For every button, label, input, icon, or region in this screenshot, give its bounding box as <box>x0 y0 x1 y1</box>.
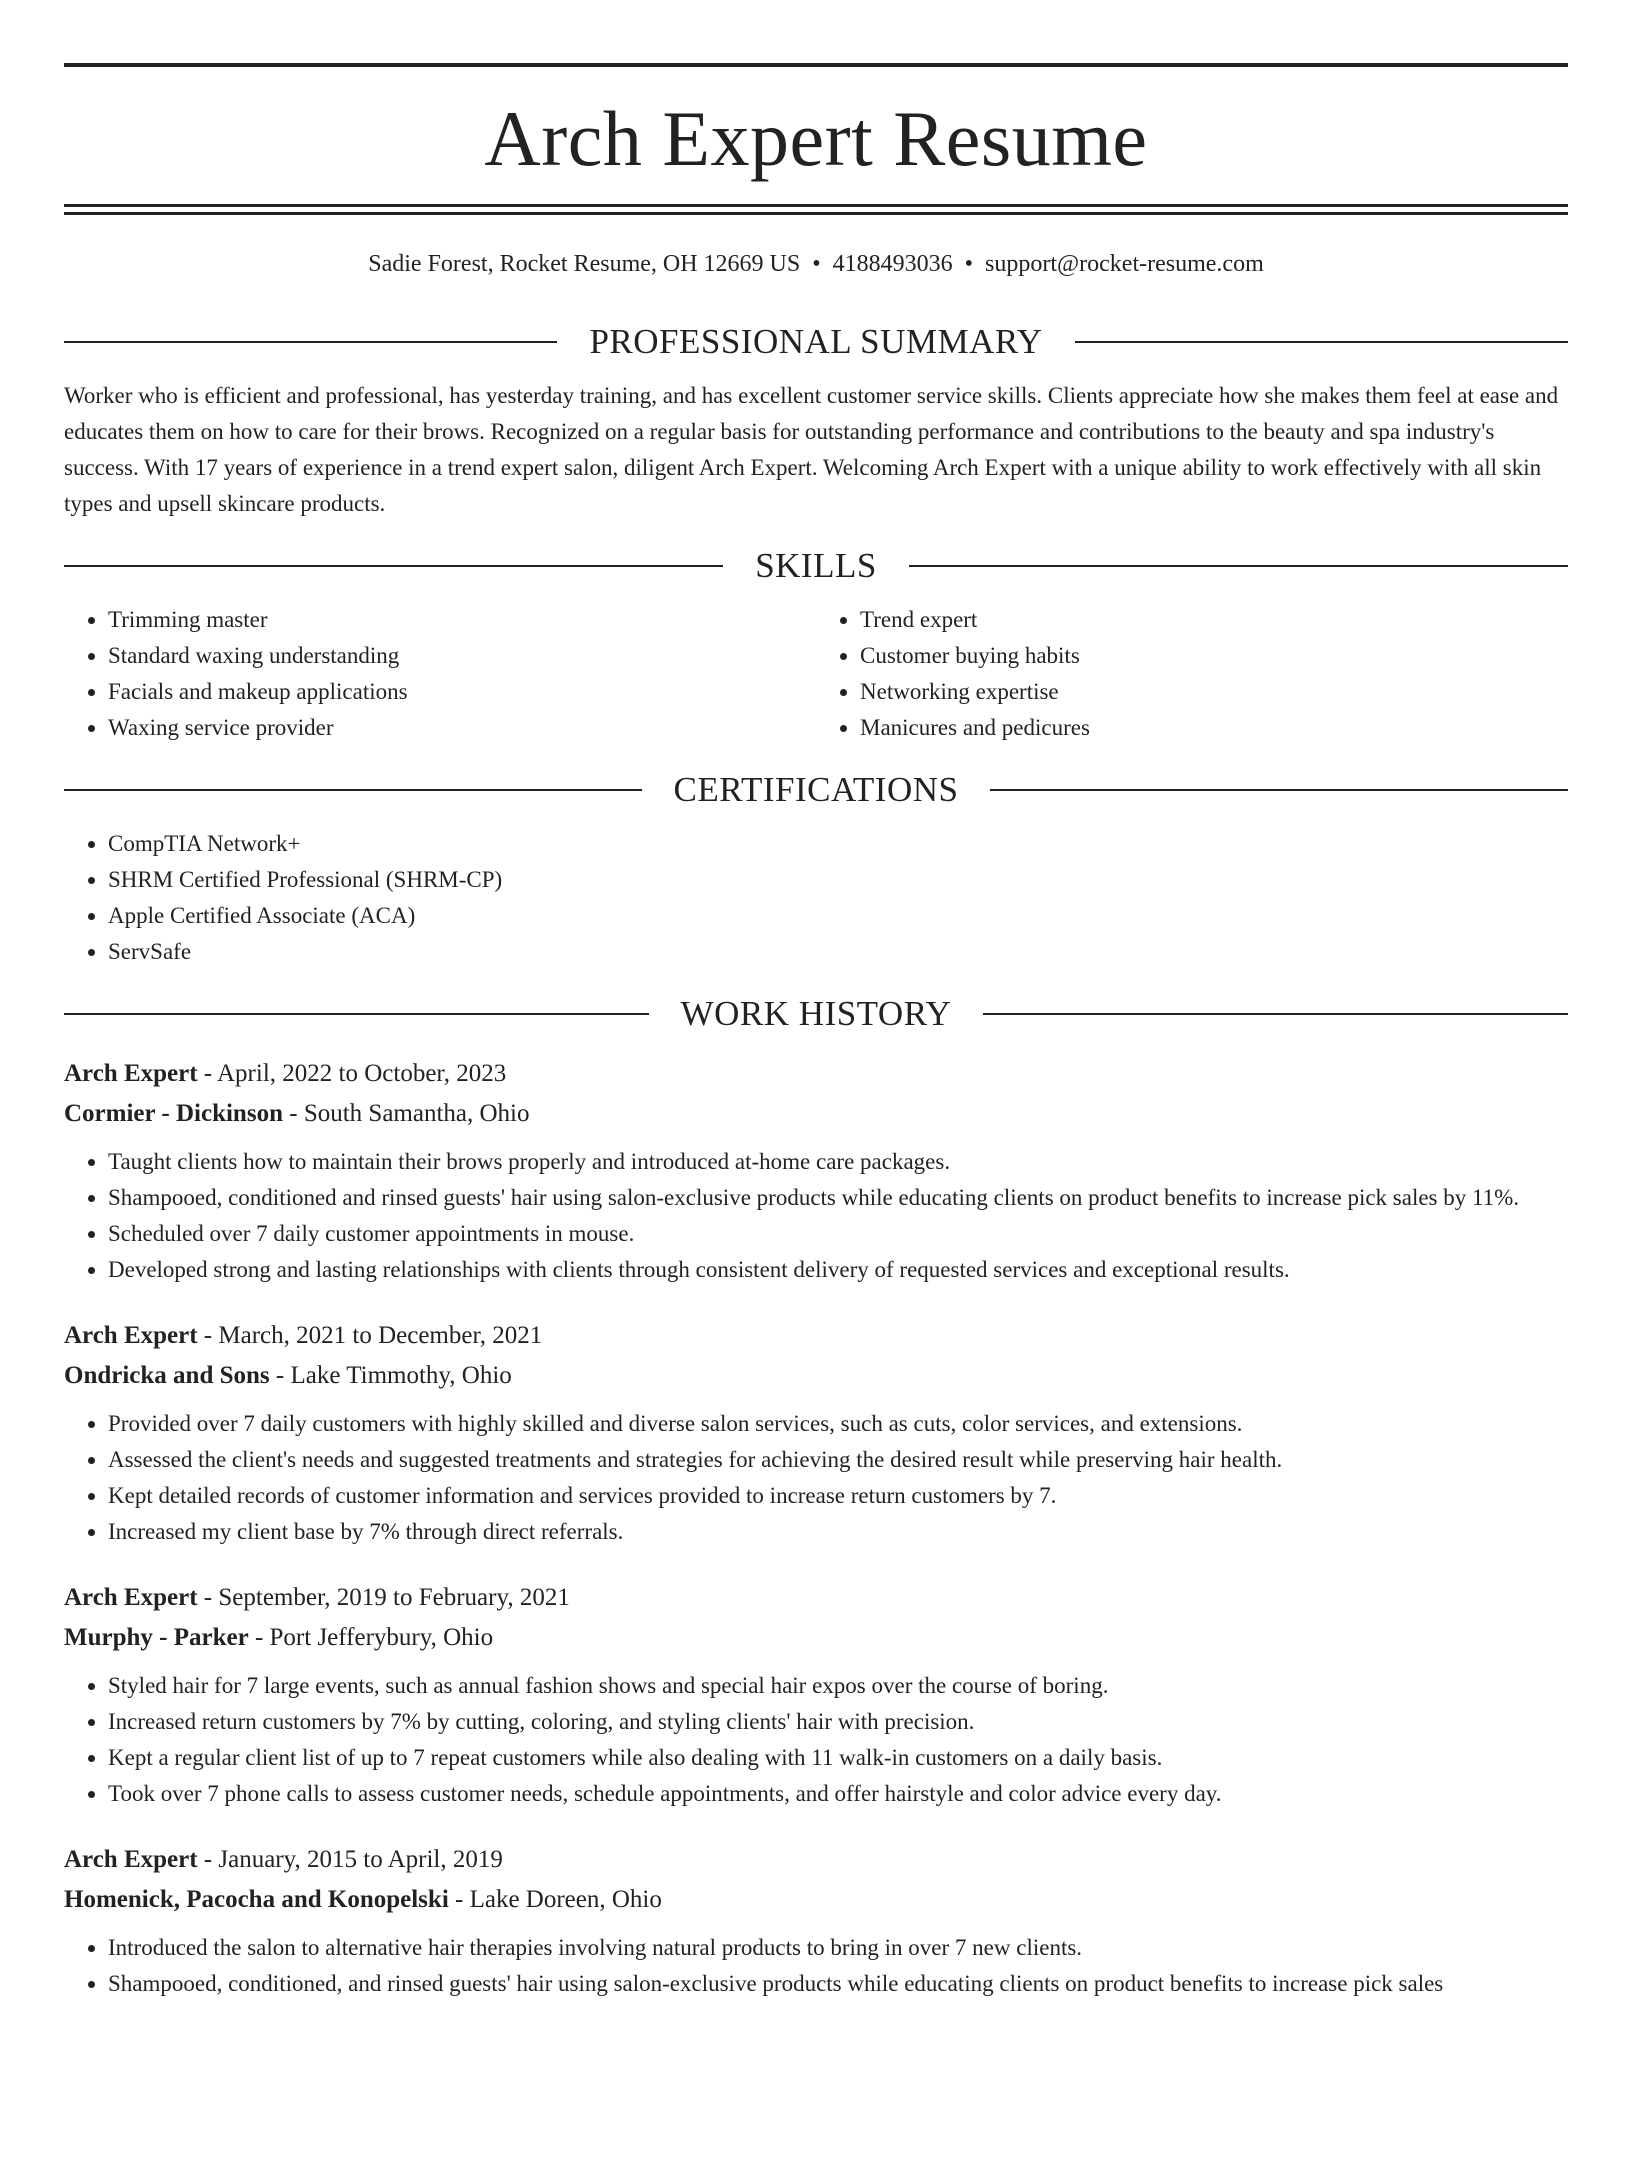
job-bullet: • Taught clients how to maintain their brows properly and introduced at-home care packages. <box>108 1144 1568 1180</box>
top-rule <box>64 63 1568 67</box>
section-title: PROFESSIONAL SUMMARY <box>589 322 1043 361</box>
job-dates: September, 2019 to February, 2021 <box>218 1584 570 1611</box>
job-bullet: • Shampooed, conditioned, and rinsed guests' hair using salon-exclusive products while educating clients on product benefits to increase pick sales <box>108 1966 1568 2002</box>
job-bullet: • Took over 7 phone calls to assess customer needs, schedule appointments, and offer hairstyle and color advice every day. <box>108 1776 1568 1812</box>
job-title: Arch Expert <box>64 1060 198 1087</box>
job-dates: January, 2015 to April, 2019 <box>218 1846 503 1873</box>
divider-line <box>64 789 642 791</box>
contact-line <box>64 248 1568 280</box>
job-location: South Samantha, Ohio <box>303 1100 530 1127</box>
job-entry <box>64 1840 1568 2002</box>
job-company: Murphy - Parker <box>64 1624 249 1651</box>
divider-line <box>983 1013 1568 1015</box>
job-company-line: Ondricka and Sons - Lake Timmothy, Ohio <box>64 1362 512 1389</box>
resume-page <box>0 63 1632 2175</box>
job-title: Arch Expert <box>64 1322 198 1349</box>
job-company: Ondricka and Sons <box>64 1362 270 1389</box>
job-bullet: • Styled hair for 7 large events, such as annual fashion shows and special hair expos over the course of boring. <box>108 1668 1568 1704</box>
divider-line <box>909 565 1568 567</box>
job-entry <box>64 1054 1568 1288</box>
certification-item: • CompTIA Network+ <box>108 826 1568 862</box>
skill-item: • Waxing service provider <box>108 710 816 746</box>
contact-address: Sadie Forest, Rocket Resume, OH 12669 US <box>368 251 801 277</box>
contact-phone: 4188493036 <box>832 251 953 277</box>
job-bullet: • Introduced the salon to alternative hair therapies involving natural products to bring in over 7 new clients. <box>108 1930 1568 1966</box>
job-entry <box>64 1578 1568 1812</box>
section-title: WORK HISTORY <box>680 994 952 1033</box>
job-location: Port Jefferybury, Ohio <box>269 1624 494 1651</box>
skill-item: • Networking expertise <box>860 674 1568 710</box>
skills-column-right <box>816 602 1568 746</box>
job-bullet: • Increased my client base by 7% through direct referrals. <box>108 1514 1568 1550</box>
skill-item: • Standard waxing understanding <box>108 638 816 674</box>
job-bullets <box>64 1930 1568 2002</box>
job-entry <box>64 1316 1568 1550</box>
certifications-list <box>64 826 1568 970</box>
job-title-line: Arch Expert - September, 2019 to February, 2021 <box>64 1584 570 1611</box>
contact-separator: • <box>812 251 821 277</box>
section-heading-summary <box>64 320 1568 364</box>
resume-title: Arch Expert Resume <box>484 95 1148 182</box>
section-heading-certifications <box>64 768 1568 812</box>
divider-line <box>64 1013 649 1015</box>
job-bullets <box>64 1144 1568 1288</box>
job-bullet: • Kept a regular client list of up to 7 repeat customers while also dealing with 11 walk-in customers on a daily basis. <box>108 1740 1568 1776</box>
section-heading-skills <box>64 544 1568 588</box>
divider-line <box>990 789 1568 791</box>
job-bullet: • Kept detailed records of customer information and services provided to increase return customers by 7. <box>108 1478 1568 1514</box>
skill-item: • Manicures and pedicures <box>860 710 1568 746</box>
job-company: Cormier - Dickinson <box>64 1100 283 1127</box>
job-dates: March, 2021 to December, 2021 <box>218 1322 543 1349</box>
job-bullet: • Provided over 7 daily customers with highly skilled and diverse salon services, such as cuts, color services, and extensions. <box>108 1406 1568 1442</box>
job-bullet: • Assessed the client's needs and suggested treatments and strategies for achieving the desired result while preserving hair health. <box>108 1442 1568 1478</box>
skill-item: • Trimming master <box>108 602 816 638</box>
skill-item: • Customer buying habits <box>860 638 1568 674</box>
job-bullet: • Increased return customers by 7% by cutting, coloring, and styling clients' hair with precision. <box>108 1704 1568 1740</box>
certification-item: • SHRM Certified Professional (SHRM-CP) <box>108 862 1568 898</box>
summary-paragraph: Worker who is efficient and professional, has yesterday training, and has excellent customer service skills. Clients appreciate how she makes them feel at ease and educates them on how to care for their brows. Recognized on a regular basis for outstanding performance and contributions to the beauty and spa industry's success. With 17 years of experience in a trend expert salon, diligent Arch Expert. Welcoming Arch Expert with a unique ability to work effectively with all skin types and upsell skincare products. <box>64 383 1559 516</box>
divider-line <box>64 565 723 567</box>
job-title: Arch Expert <box>64 1584 198 1611</box>
job-bullet: • Shampooed, conditioned and rinsed guests' hair using salon-exclusive products while educating clients on product benefits to increase pick sales by 11%. <box>108 1180 1568 1216</box>
contact-separator: • <box>964 251 974 277</box>
job-company: Homenick, Pacocha and Konopelski <box>64 1886 449 1913</box>
job-title-line: Arch Expert - April, 2022 to October, 2023 <box>64 1060 507 1087</box>
skill-item: • Trend expert <box>860 602 1568 638</box>
skills-column-left <box>64 602 816 746</box>
job-location: Lake Timmothy, Ohio <box>290 1362 512 1389</box>
job-bullets <box>64 1668 1568 1812</box>
skills-list <box>64 602 1568 746</box>
job-dates: April, 2022 to October, 2023 <box>217 1060 507 1087</box>
job-company-line: Murphy - Parker - Port Jefferybury, Ohio <box>64 1624 494 1651</box>
section-heading-work-history <box>64 992 1568 1036</box>
job-company-line: Cormier - Dickinson - South Samantha, Ohio <box>64 1100 530 1127</box>
job-title: Arch Expert <box>64 1846 198 1873</box>
contact-email[interactable]: support@rocket-resume.com <box>985 251 1264 277</box>
job-company-line: Homenick, Pacocha and Konopelski - Lake Doreen, Ohio <box>64 1886 662 1913</box>
certification-item: • ServSafe <box>108 934 1568 970</box>
divider-line <box>64 341 557 343</box>
title-double-rule <box>64 204 1568 215</box>
job-location: Lake Doreen, Ohio <box>469 1886 662 1913</box>
divider-line <box>1075 341 1568 343</box>
section-title: SKILLS <box>755 546 877 585</box>
certification-item: • Apple Certified Associate (ACA) <box>108 898 1568 934</box>
skill-item: • Facials and makeup applications <box>108 674 816 710</box>
job-title-line: Arch Expert - January, 2015 to April, 2019 <box>64 1846 503 1873</box>
job-bullet: • Developed strong and lasting relationships with clients through consistent delivery of requested services and exceptional results. <box>108 1252 1568 1288</box>
job-bullets <box>64 1406 1568 1550</box>
job-bullet: • Scheduled over 7 daily customer appointments in mouse. <box>108 1216 1568 1252</box>
section-title: CERTIFICATIONS <box>673 770 959 809</box>
job-title-line: Arch Expert - March, 2021 to December, 2021 <box>64 1322 543 1349</box>
